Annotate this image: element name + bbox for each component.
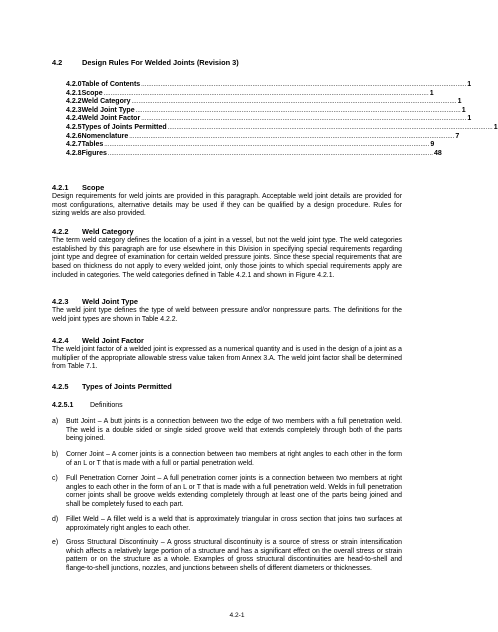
toc-row[interactable] <box>66 132 460 142</box>
toc-title: Nomenclature <box>81 132 129 140</box>
toc-leader: ........................................................................................................................................................................................ <box>131 99 457 106</box>
definition-item <box>52 418 402 444</box>
toc-row[interactable] <box>66 81 472 90</box>
toc-page: 1 <box>429 89 434 97</box>
definition-item <box>52 516 402 533</box>
definition-item <box>52 475 402 510</box>
weld-joint-factor-paragraph: The weld joint factor of a welded joint is expressed as a numerical quantity and is used in the design of a joint as a multiplier of the appropriate allowable stress value taken from Annex 3.A. The weld joint factor shall be determined from Table 7.1. <box>52 346 402 371</box>
definition-text: Full Penetration Corner Joint – A full penetration corner joints is a connection between two members at right angles to each other in the form of an L or T that is made with a full penetration weld. Welds in full penetration corner joints shall be groove welds extending completely through at least one of the parts being joined and shall be completely fused to each part. <box>66 475 402 509</box>
definition-label: b) <box>52 451 59 458</box>
section-number: 4.2.3 <box>52 297 69 306</box>
section-heading-weld-joint-factor <box>52 336 144 345</box>
chapter-number: 4.2 <box>52 58 63 67</box>
toc-title: Tables <box>81 141 104 149</box>
toc-leader: ........................................................................................................................................................................................ <box>129 133 455 140</box>
toc-number: 4.2.6 <box>66 132 82 140</box>
toc-number: 4.2.7 <box>66 141 82 149</box>
toc-page: 1 <box>493 123 498 131</box>
toc-number: 4.2.4 <box>66 115 82 123</box>
weld-joint-type-paragraph: The weld joint type defines the type of weld between pressure and/or nonpressure parts. The definitions for the weld joint types are shown in Table 4.2.2. <box>52 307 402 323</box>
toc-number: 4.2.3 <box>66 106 82 114</box>
section-heading-weld-joint-type <box>52 297 138 306</box>
section-title: Weld Category <box>82 227 134 236</box>
toc-number: 4.2.8 <box>66 149 82 157</box>
toc-row[interactable] <box>66 123 498 133</box>
toc-title: Scope <box>81 89 103 97</box>
subsection-title: Definitions <box>90 402 123 409</box>
toc-number: 4.2.2 <box>66 98 82 106</box>
toc-page: 48 <box>434 149 442 157</box>
toc-page: 9 <box>430 141 435 149</box>
section-number: 4.2.1 <box>52 183 69 192</box>
toc-title: Types of Joints Permitted <box>81 123 167 131</box>
toc-leader: ........................................................................................................................................................................................ <box>107 150 433 157</box>
chapter-heading <box>52 58 239 67</box>
toc-leader: ........................................................................................................................................................................................ <box>103 90 429 97</box>
toc-leader: ........................................................................................................................................................................................ <box>135 107 461 114</box>
chapter-title: Design Rules For Welded Joints (Revision 3) <box>82 58 239 67</box>
toc-page: 1 <box>467 81 472 88</box>
toc-row[interactable] <box>66 149 442 159</box>
toc-page: 1 <box>467 115 472 123</box>
toc-leader: ........................................................................................................................................................................................ <box>141 82 467 88</box>
definition-label: c) <box>52 475 58 482</box>
toc-title: Weld Category <box>81 98 131 106</box>
toc-number: 4.2.0 <box>66 81 82 88</box>
subsection-heading-definitions <box>52 402 123 409</box>
section-title: Weld Joint Factor <box>82 336 144 345</box>
toc-leader: ........................................................................................................................................................................................ <box>104 142 430 149</box>
toc-row[interactable] <box>66 141 435 150</box>
section-heading-weld-category <box>52 227 134 236</box>
definition-item <box>52 451 402 468</box>
definition-label: a) <box>52 418 59 425</box>
toc-leader: ........................................................................................................................................................................................ <box>141 116 467 123</box>
section-heading-types-of-joints <box>52 382 172 391</box>
section-number: 4.2.5 <box>52 382 69 391</box>
definition-label: d) <box>52 516 59 523</box>
toc-title: Figures <box>81 149 107 157</box>
toc-title: Weld Joint Type <box>81 106 135 114</box>
definition-label: e) <box>52 539 59 546</box>
section-title: Scope <box>82 183 105 192</box>
toc-number: 4.2.1 <box>66 89 82 97</box>
weld-category-paragraph: The term weld category defines the location of a joint in a vessel, but not the weld joint type. The weld categories established by this paragraph are for use elsewhere in this Division in specifying special requirements regarding joint type and degree of examination for certain welded pressure joints. Since these special requirements that are based on thickness do not apply to every welded joint, only those joints to which special requirements apply are included in categories. The weld categories defined in Table 4.2.1 and shown in Figure 4.2.1. <box>52 237 402 279</box>
section-heading-scope <box>52 183 104 192</box>
scope-paragraph: Design requirements for weld joints are provided in this paragraph. Acceptable weld joint details are provided for most configurations, alternative details may be used if they can be qualified by a design procedure. Rules for sizing welds are also provided. <box>52 193 402 218</box>
toc-title: Weld Joint Factor <box>81 115 141 123</box>
section-number: 4.2.4 <box>52 336 69 345</box>
toc-leader: ........................................................................................................................................................................................ <box>167 124 493 131</box>
toc-page: 1 <box>457 98 462 106</box>
definition-item <box>52 539 402 574</box>
section-number: 4.2.2 <box>52 227 69 236</box>
definition-text: Corner Joint – A corner joints is a connection between two members at right angles to each other in the form of an L or T that is made with a full or partial penetration weld. <box>66 451 402 467</box>
toc-row[interactable] <box>66 115 472 124</box>
toc-number: 4.2.5 <box>66 123 82 131</box>
toc-row[interactable] <box>66 106 466 116</box>
section-title: Types of Joints Permitted <box>82 382 172 391</box>
toc-row[interactable] <box>66 89 434 99</box>
section-title: Weld Joint Type <box>82 297 138 306</box>
toc-row[interactable] <box>66 98 462 107</box>
table-of-contents <box>66 81 498 158</box>
toc-title: Table of Contents <box>81 81 141 88</box>
page-number: 4.2-1 <box>229 612 245 619</box>
definition-text: Butt Joint – A butt joints is a connection between two the edge of two members with a full penetration weld. The weld is a double sided or single sided groove weld that extends completely through both of the parts being joined. <box>66 418 402 443</box>
definition-text: Fillet Weld – A fillet weld is a weld that is approximately triangular in cross section that joins two surfaces at approximately right angles to each other. <box>66 516 402 532</box>
toc-page: 1 <box>461 106 466 114</box>
definition-text: Gross Structural Discontinuity – A gross structural discontinuity is a source of stress or strain intensification which affects a relatively large portion of a structure and has a significant effect on the overall stress or strain pattern or on the structure as a whole. Examples of gross structural discontinuities are head-to-shell and flange-to-shell junctions, nozzles, and junctions between shells of different diameters or thicknesses. <box>66 539 402 573</box>
subsection-number: 4.2.5.1 <box>52 402 74 409</box>
toc-page: 7 <box>455 132 460 140</box>
